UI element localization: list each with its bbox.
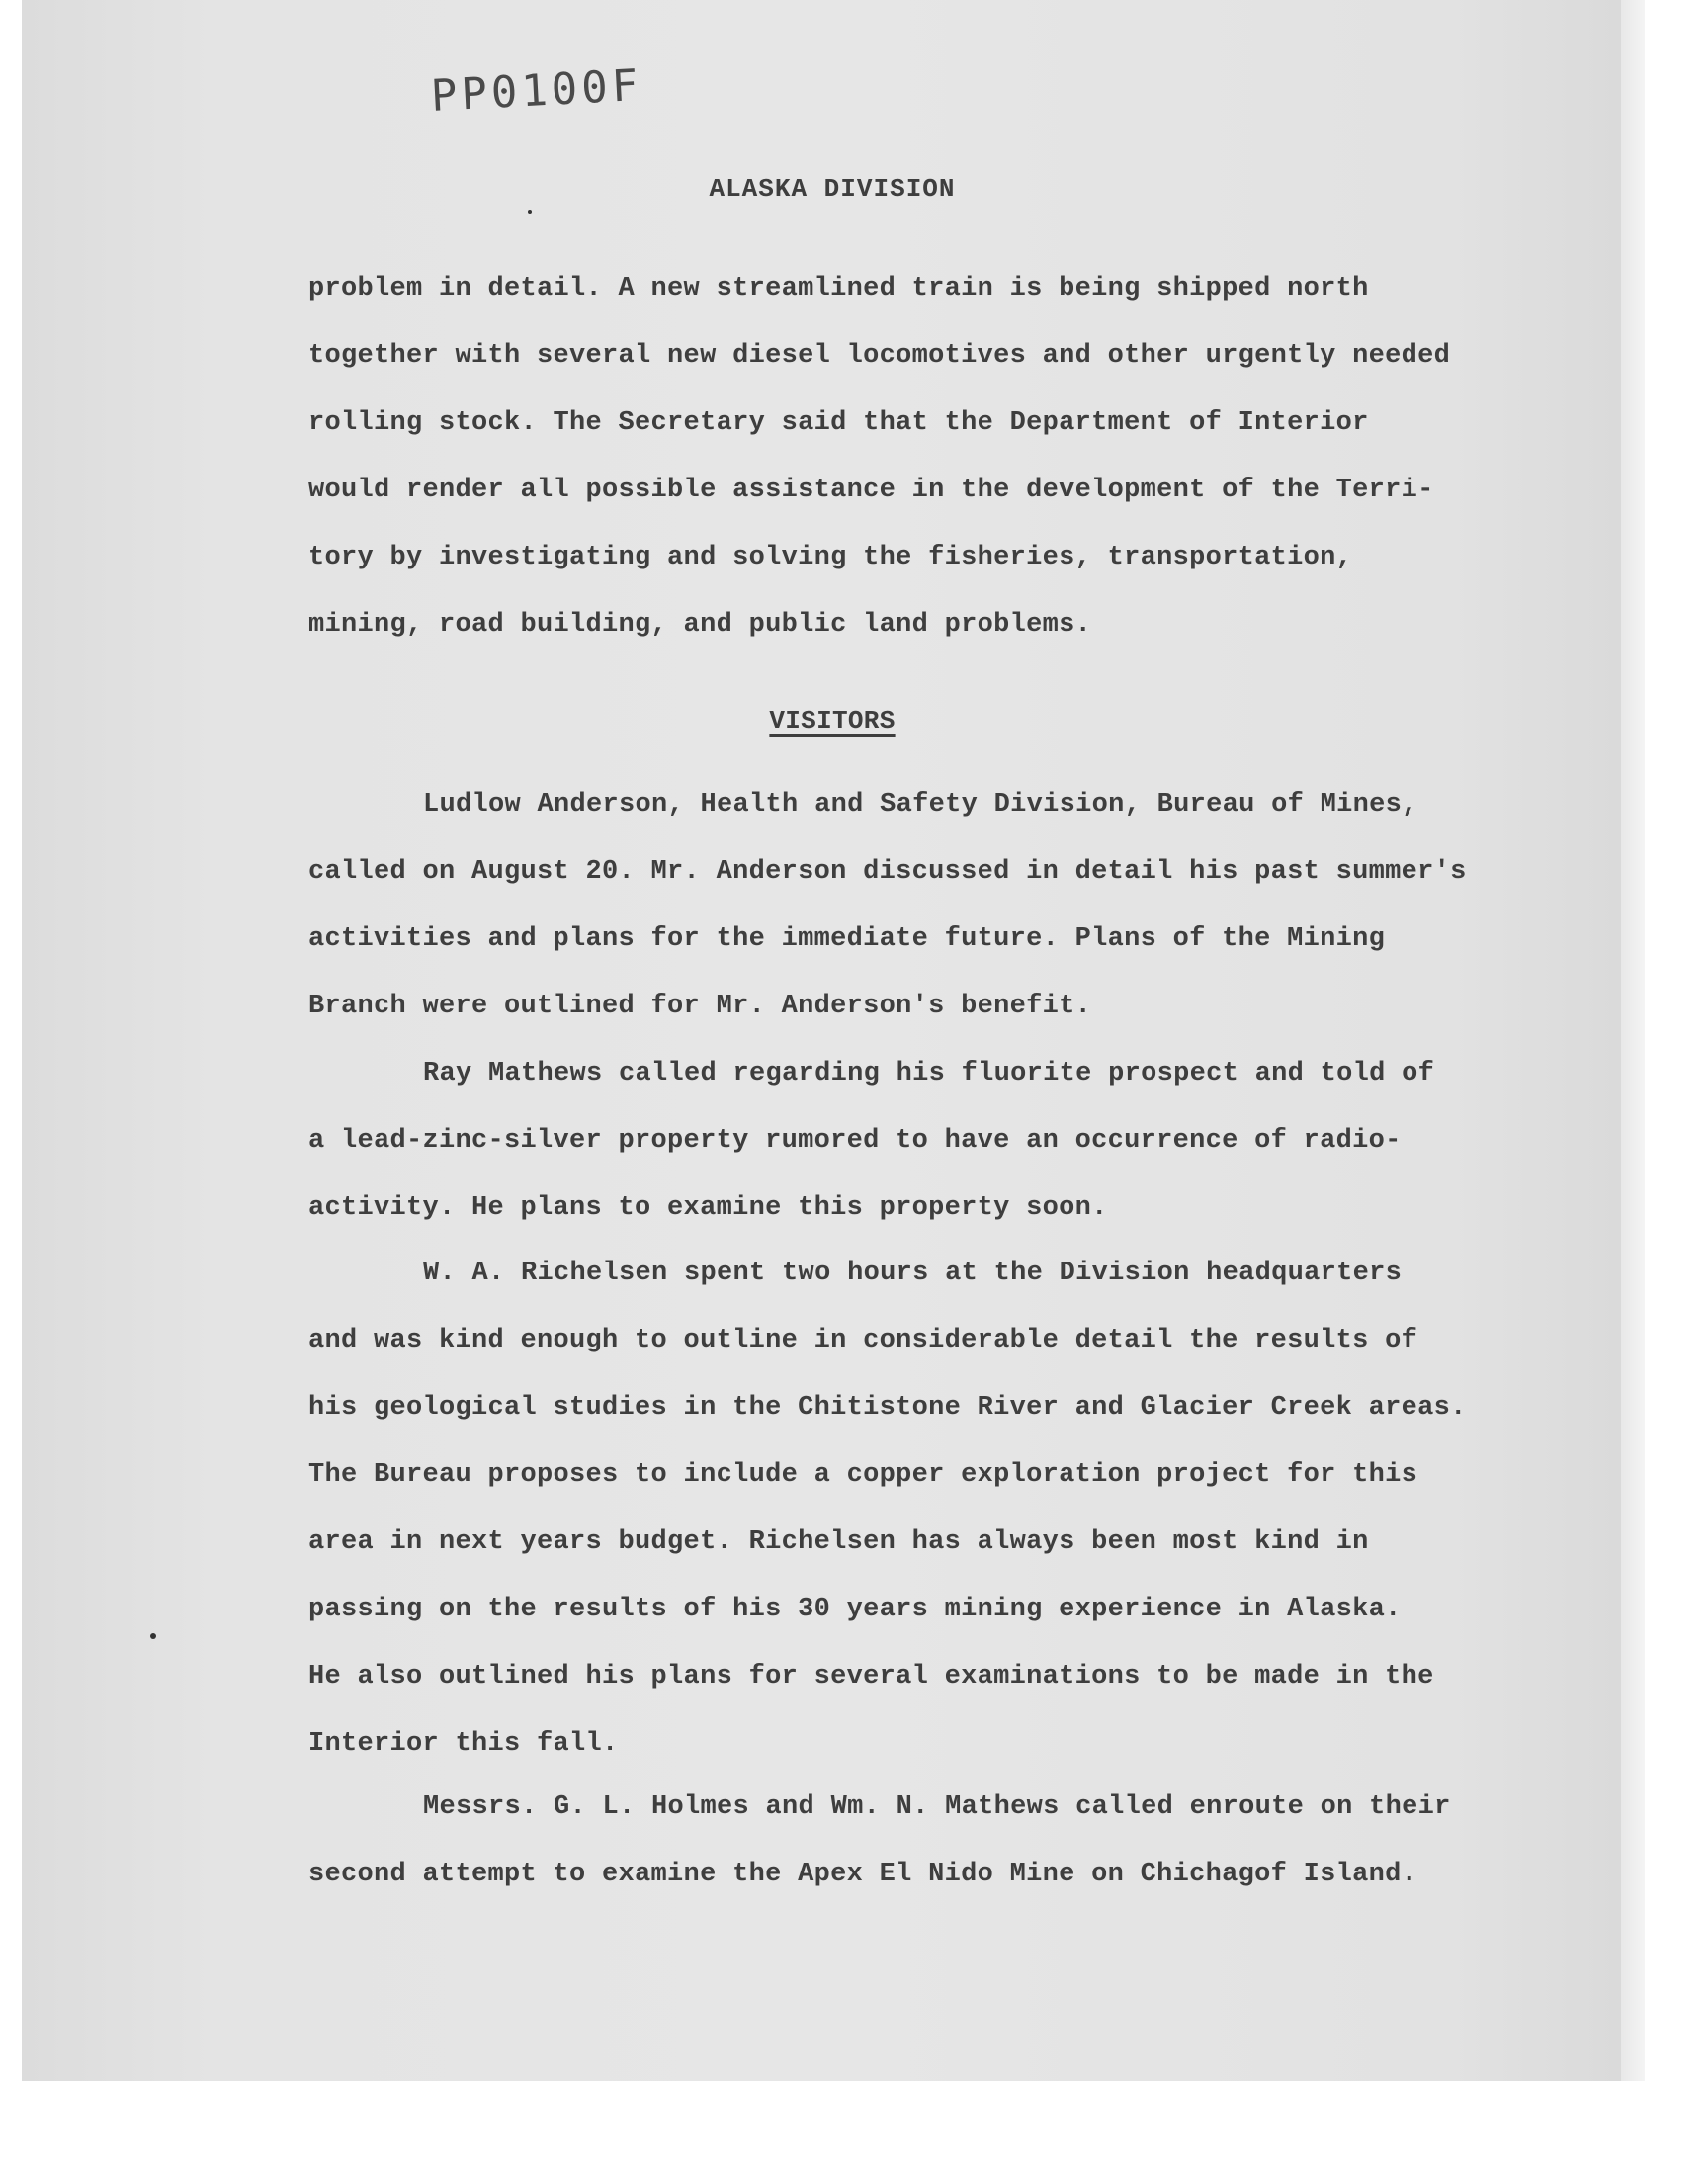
paragraph-line: The Bureau proposes to include a copper exploration project for this <box>308 1460 1418 1490</box>
scan-speck <box>528 210 532 214</box>
paragraph-line: mining, road building, and public land problems. <box>308 610 1092 640</box>
paragraph-line: Messrs. G. L. Holmes and Wm. N. Mathews called enroute on their <box>423 1792 1451 1822</box>
paragraph-line: activities and plans for the immediate future. Plans of the Mining <box>308 924 1386 954</box>
paragraph-line: second attempt to examine the Apex El Nido Mine on Chichagof Island. <box>308 1860 1418 1889</box>
paragraph-line: rolling stock. The Secretary said that the Department of Interior <box>308 408 1369 438</box>
paragraph-line: together with several new diesel locomotives and other urgently needed <box>308 341 1451 371</box>
visitor-paragraph-mathews <box>308 1040 1514 1242</box>
paragraph-line: tory by investigating and solving the fisheries, transportation, <box>308 543 1353 572</box>
page-edge <box>1621 0 1645 2081</box>
paragraph-line: called on August 20. Mr. Anderson discussed in detail his past summer's <box>308 857 1467 887</box>
paragraph-line: area in next years budget. Richelsen has always been most kind in <box>308 1527 1369 1557</box>
document-stamp-number: PP0100F <box>429 59 643 122</box>
paragraph-line: passing on the results of his 30 years mining experience in Alaska. <box>308 1595 1402 1624</box>
paragraph-line: would render all possible assistance in the development of the Terri- <box>308 476 1434 505</box>
visitor-paragraph-holmes <box>308 1774 1514 1908</box>
visitors-section-title: VISITORS <box>769 706 896 736</box>
document-page <box>22 0 1643 2081</box>
paragraph-line: Interior this fall. <box>308 1729 619 1759</box>
paragraph-line: and was kind enough to outline in considerable detail the results of <box>308 1326 1418 1355</box>
visitor-paragraph-richelsen <box>308 1240 1514 1778</box>
paragraph-line: W. A. Richelsen spent two hours at the Division headquarters <box>423 1259 1403 1288</box>
division-header: ALASKA DIVISION <box>709 174 956 204</box>
visitor-paragraph-anderson <box>308 771 1514 1040</box>
paragraph-line: his geological studies in the Chitistone River and Glacier Creek areas. <box>308 1393 1467 1423</box>
paragraph-line: Ray Mathews called regarding his fluorite prospect and told of <box>423 1059 1435 1088</box>
paragraph-line: Branch were outlined for Mr. Anderson's benefit. <box>308 992 1092 1021</box>
paragraph-line: problem in detail. A new streamlined train is being shipped north <box>308 274 1369 304</box>
paragraph-line: a lead-zinc-silver property rumored to have an occurrence of radio- <box>308 1126 1402 1156</box>
paragraph-line: Ludlow Anderson, Health and Safety Division, Bureau of Mines, <box>423 790 1418 820</box>
paragraph-line: He also outlined his plans for several examinations to be made in the <box>308 1662 1434 1692</box>
opening-paragraph <box>308 255 1514 658</box>
paragraph-line: activity. He plans to examine this property soon. <box>308 1193 1108 1223</box>
scan-speck <box>150 1633 156 1639</box>
